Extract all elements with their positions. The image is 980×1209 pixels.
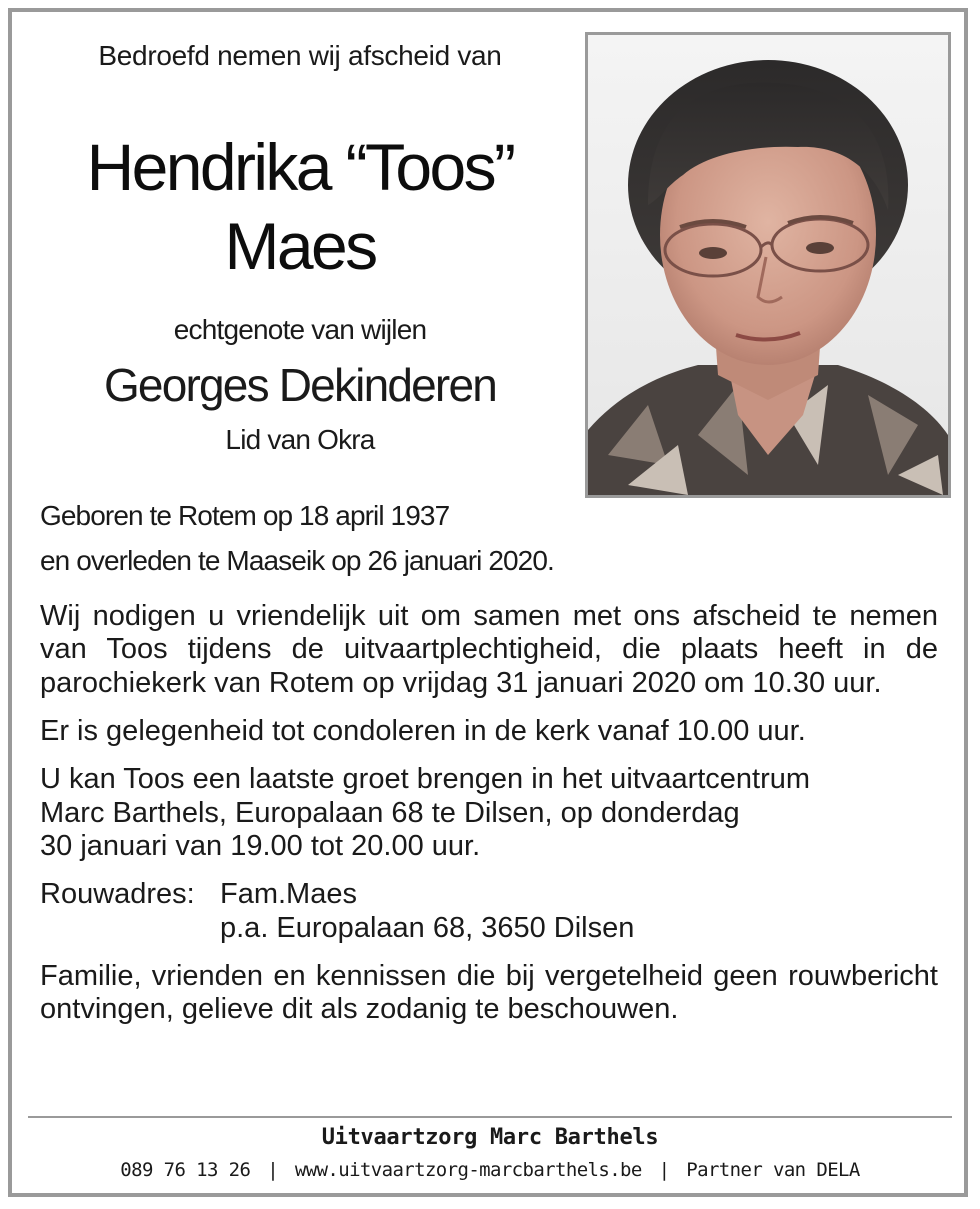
footer-contact	[0, 1159, 980, 1181]
visitation-line-2: Marc Barthels, Europalaan 68 te Dilsen, op donderdag	[40, 796, 740, 829]
mourning-address-street: p.a. Europalaan 68, 3650 Dilsen	[220, 911, 635, 944]
separator: |	[658, 1159, 670, 1181]
spouse-name: Georges Dekinderen	[103, 359, 497, 411]
separator: |	[267, 1159, 279, 1181]
life-dates	[40, 494, 554, 584]
company-website[interactable]: www.uitvaartzorg-marcbarthels.be	[294, 1159, 642, 1181]
visitation-info	[40, 763, 938, 863]
membership-text: Lid van Okra	[225, 424, 375, 455]
funeral-invitation: Wij nodigen u vriendelijk uit om samen met ons afscheid te nemen van Toos tijdens de uitvaartplechtigheid, die plaats heeft in de parochiekerk van Rotem op vrijdag 31 januari 2020 om 10.30 uur.	[40, 600, 938, 699]
condolence-info: Er is gelegenheid tot condoleren in de kerk vanaf 10.00 uur.	[40, 715, 806, 748]
visitation-line-3: 30 januari van 19.00 tot 20.00 uur.	[40, 830, 481, 863]
mourning-address-name: Fam.Maes	[220, 878, 357, 911]
spouse-label: echtgenote van wijlen	[173, 314, 427, 345]
deceased-name-line-2: Maes	[224, 209, 376, 284]
portrait-photo	[585, 32, 951, 498]
footer-divider	[28, 1116, 952, 1118]
partner-text: Partner van DELA	[686, 1159, 860, 1181]
announcement-body	[40, 600, 938, 1042]
mourning-address	[40, 878, 938, 911]
deceased-name	[20, 128, 580, 286]
birth-line: Geboren te Rotem op 18 april 1937	[40, 500, 450, 531]
death-line: en overleden te Maaseik op 26 januari 2020.	[40, 544, 554, 576]
intro-text: Bedroefd nemen wij afscheid van	[98, 40, 502, 71]
company-phone[interactable]: 089 76 13 26	[120, 1159, 251, 1181]
portrait-illustration	[588, 35, 948, 495]
mourning-address-label: Rouwadres:	[40, 878, 195, 911]
funeral-company-name: Uitvaartzorg Marc Barthels	[321, 1125, 659, 1150]
visitation-line-1: U kan Toos een laatste groet brengen in het uitvaartcentrum	[40, 763, 811, 796]
deceased-name-line-1: Hendrika “Toos”	[86, 130, 514, 204]
closing-note: Familie, vrienden en kennissen die bij vergetelheid geen rouwbericht ontvingen, gelieve dit als zodanig te beschouwen.	[40, 960, 938, 1026]
